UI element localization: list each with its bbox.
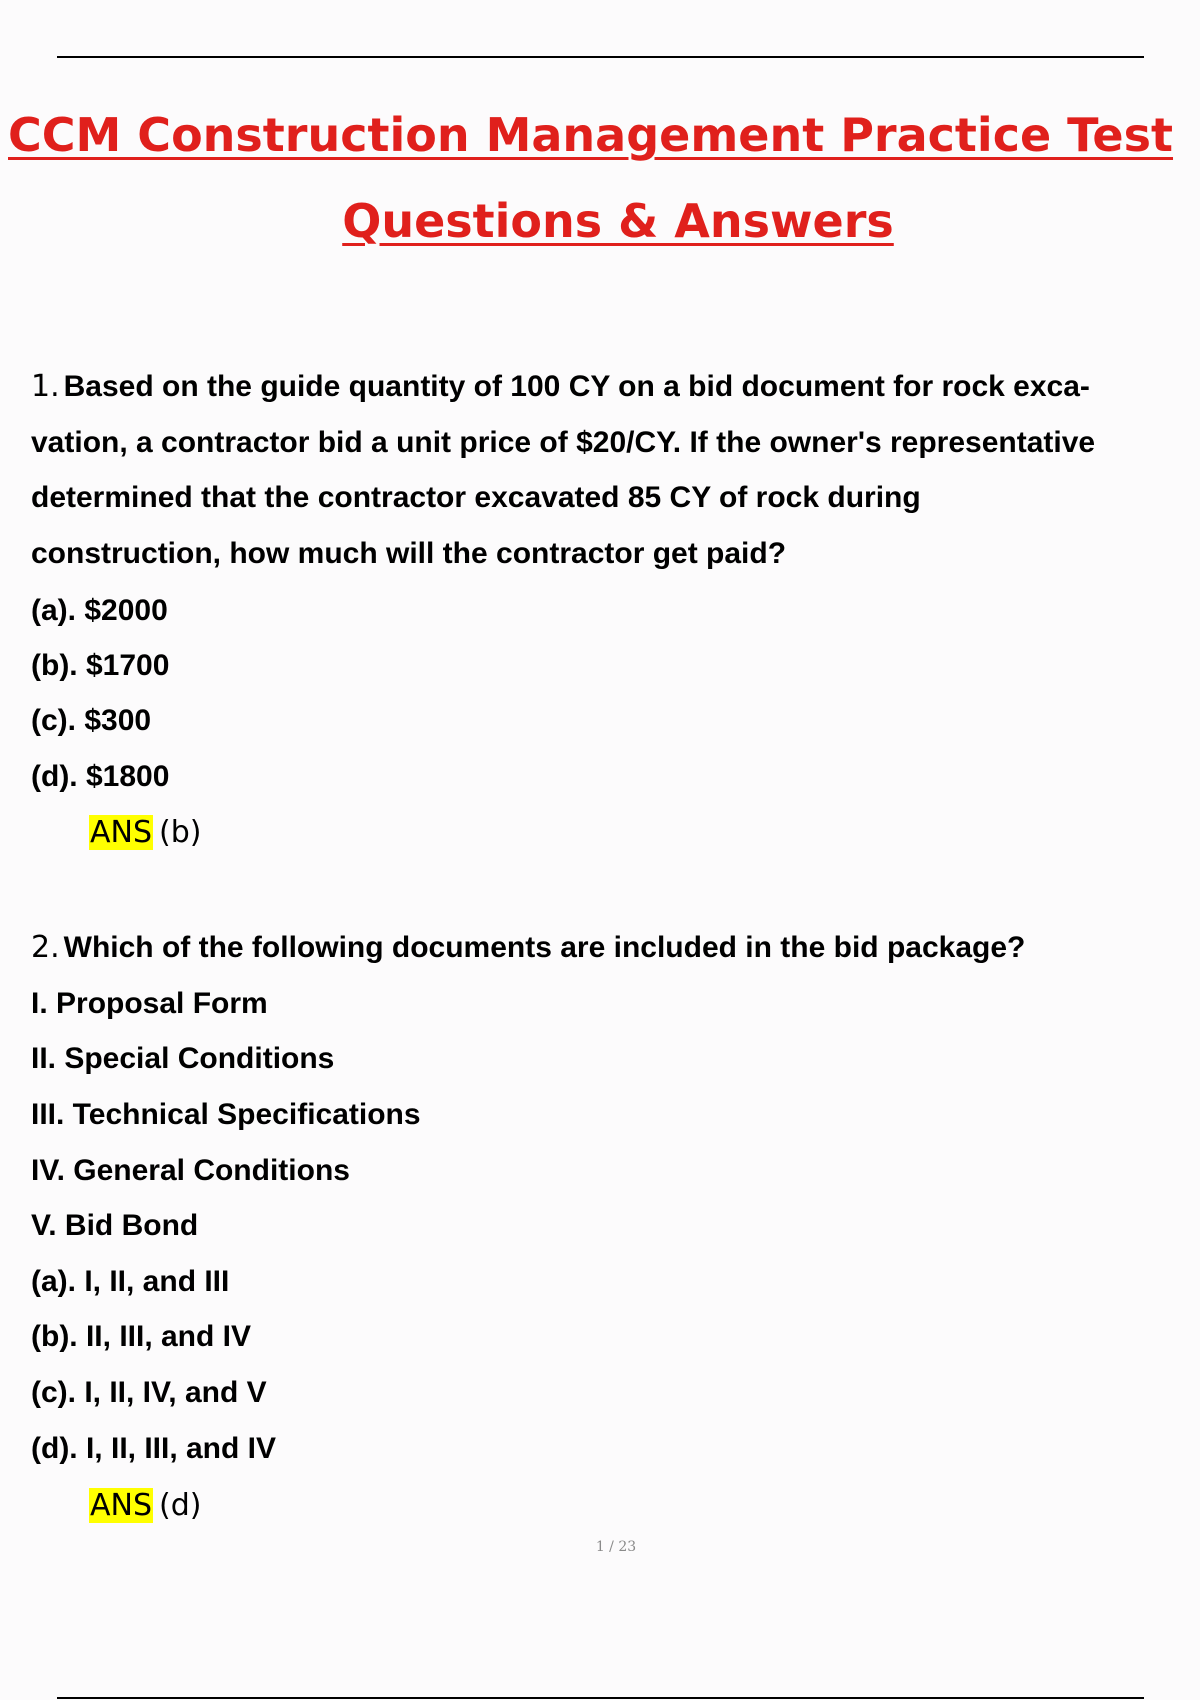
document-title-line-1: CCM Construction Management Practice Test	[8, 108, 1174, 162]
question-1-number: 1.	[31, 369, 60, 404]
question-2-option-d: (d). I, II, III, and IV	[31, 1432, 277, 1465]
question-2-answer	[89, 1488, 201, 1524]
answer-value: (b)	[159, 815, 202, 850]
question-1-option-a: (a). $2000	[31, 594, 168, 627]
question-1-line-1: 1. Based on the guide quantity of 100 CY on a bid document for rock exca-	[31, 369, 1090, 404]
document-title-line-2: Questions & Answers	[342, 194, 894, 248]
question-1-answer	[89, 815, 201, 851]
answer-value: (d)	[159, 1488, 202, 1523]
question-2-number: 2.	[31, 930, 60, 965]
question-1-line-3: determined that the contractor excavated 85 CY of rock during	[31, 481, 921, 514]
question-2-line-2: I. Proposal Form	[31, 987, 268, 1020]
answer-highlight: ANS	[90, 1488, 153, 1523]
top-rule	[57, 56, 1144, 58]
question-1-line-4: construction, how much will the contractor get paid?	[31, 537, 787, 570]
page-indicator: 1 / 23	[595, 1539, 637, 1555]
answer-highlight: ANS	[90, 815, 153, 850]
question-2-line-4: III. Technical Specifications	[31, 1098, 421, 1131]
bottom-rule	[57, 1697, 1144, 1699]
question-2-option-a: (a). I, II, and III	[31, 1265, 230, 1298]
question-2-line-1: 2. Which of the following documents are included in the bid package?	[31, 930, 1026, 965]
question-2-option-b: (b). II, III, and IV	[31, 1320, 252, 1353]
question-2-option-c: (c). I, II, IV, and V	[31, 1376, 267, 1409]
question-1-line-2: vation, a contractor bid a unit price of $20/CY. If the owner's representative	[31, 426, 1096, 459]
question-1-option-b: (b). $1700	[31, 649, 170, 682]
question-2-line-3: II. Special Conditions	[31, 1042, 335, 1075]
question-2-line-6: V. Bid Bond	[31, 1209, 199, 1242]
question-2-line-5: IV. General Conditions	[31, 1154, 350, 1187]
question-1-option-d: (d). $1800	[31, 760, 170, 793]
question-1-option-c: (c). $300	[31, 704, 152, 737]
